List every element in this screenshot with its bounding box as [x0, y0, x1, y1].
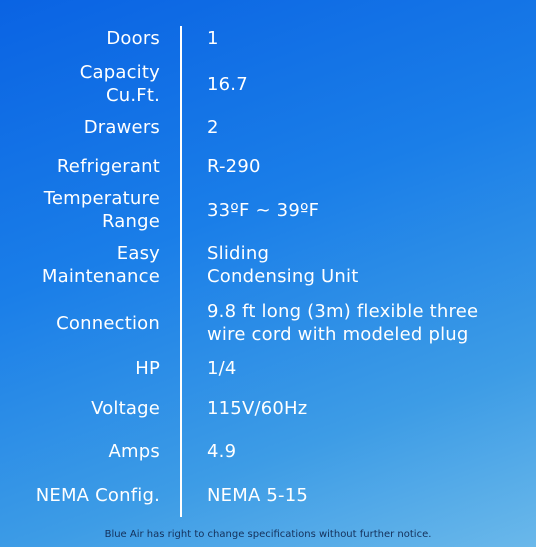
spec-row-maintenance [0, 242, 536, 288]
spec-label: Connection [56, 312, 160, 334]
spec-value: 16.7 [207, 73, 248, 95]
spec-row-temperature [0, 187, 536, 233]
spec-value: 33ºF ~ 39ºF [207, 199, 320, 221]
spec-row-voltage [0, 397, 536, 420]
spec-row-connection [0, 300, 536, 346]
spec-value: 4.9 [207, 441, 237, 462]
spec-value: 1 [207, 28, 219, 49]
disclaimer-footnote: Blue Air has right to change specifications without further notice. [104, 529, 432, 540]
spec-row-doors [0, 27, 536, 50]
spec-value: 9.8 ft long (3m) flexible three wire cord with modeled plug [207, 301, 479, 345]
spec-label: Capacity Cu.Ft. [79, 62, 160, 106]
spec-label: Voltage [91, 398, 160, 419]
spec-row-drawers [0, 116, 536, 139]
spec-value: 1/4 [207, 358, 237, 379]
spec-label: Refrigerant [56, 156, 160, 177]
spec-label: Temperature Range [43, 188, 160, 232]
spec-value: 115V/60Hz [207, 398, 308, 419]
spec-label: Drawers [83, 117, 160, 138]
spec-value: Sliding Condensing Unit [207, 243, 359, 287]
spec-row-hp [0, 357, 536, 380]
spec-label: Easy Maintenance [41, 243, 160, 287]
spec-label: HP [135, 358, 160, 379]
spec-label: Doors [106, 28, 160, 49]
spec-row-refrigerant [0, 155, 536, 178]
spec-row-nema [0, 484, 536, 507]
spec-row-amps [0, 440, 536, 463]
spec-value: R-290 [207, 156, 261, 177]
spec-value: NEMA 5-15 [207, 485, 309, 506]
spec-row-capacity [0, 61, 536, 107]
spec-label: Amps [108, 441, 160, 462]
spec-value: 2 [207, 117, 219, 138]
spec-label: NEMA Config. [35, 485, 160, 506]
